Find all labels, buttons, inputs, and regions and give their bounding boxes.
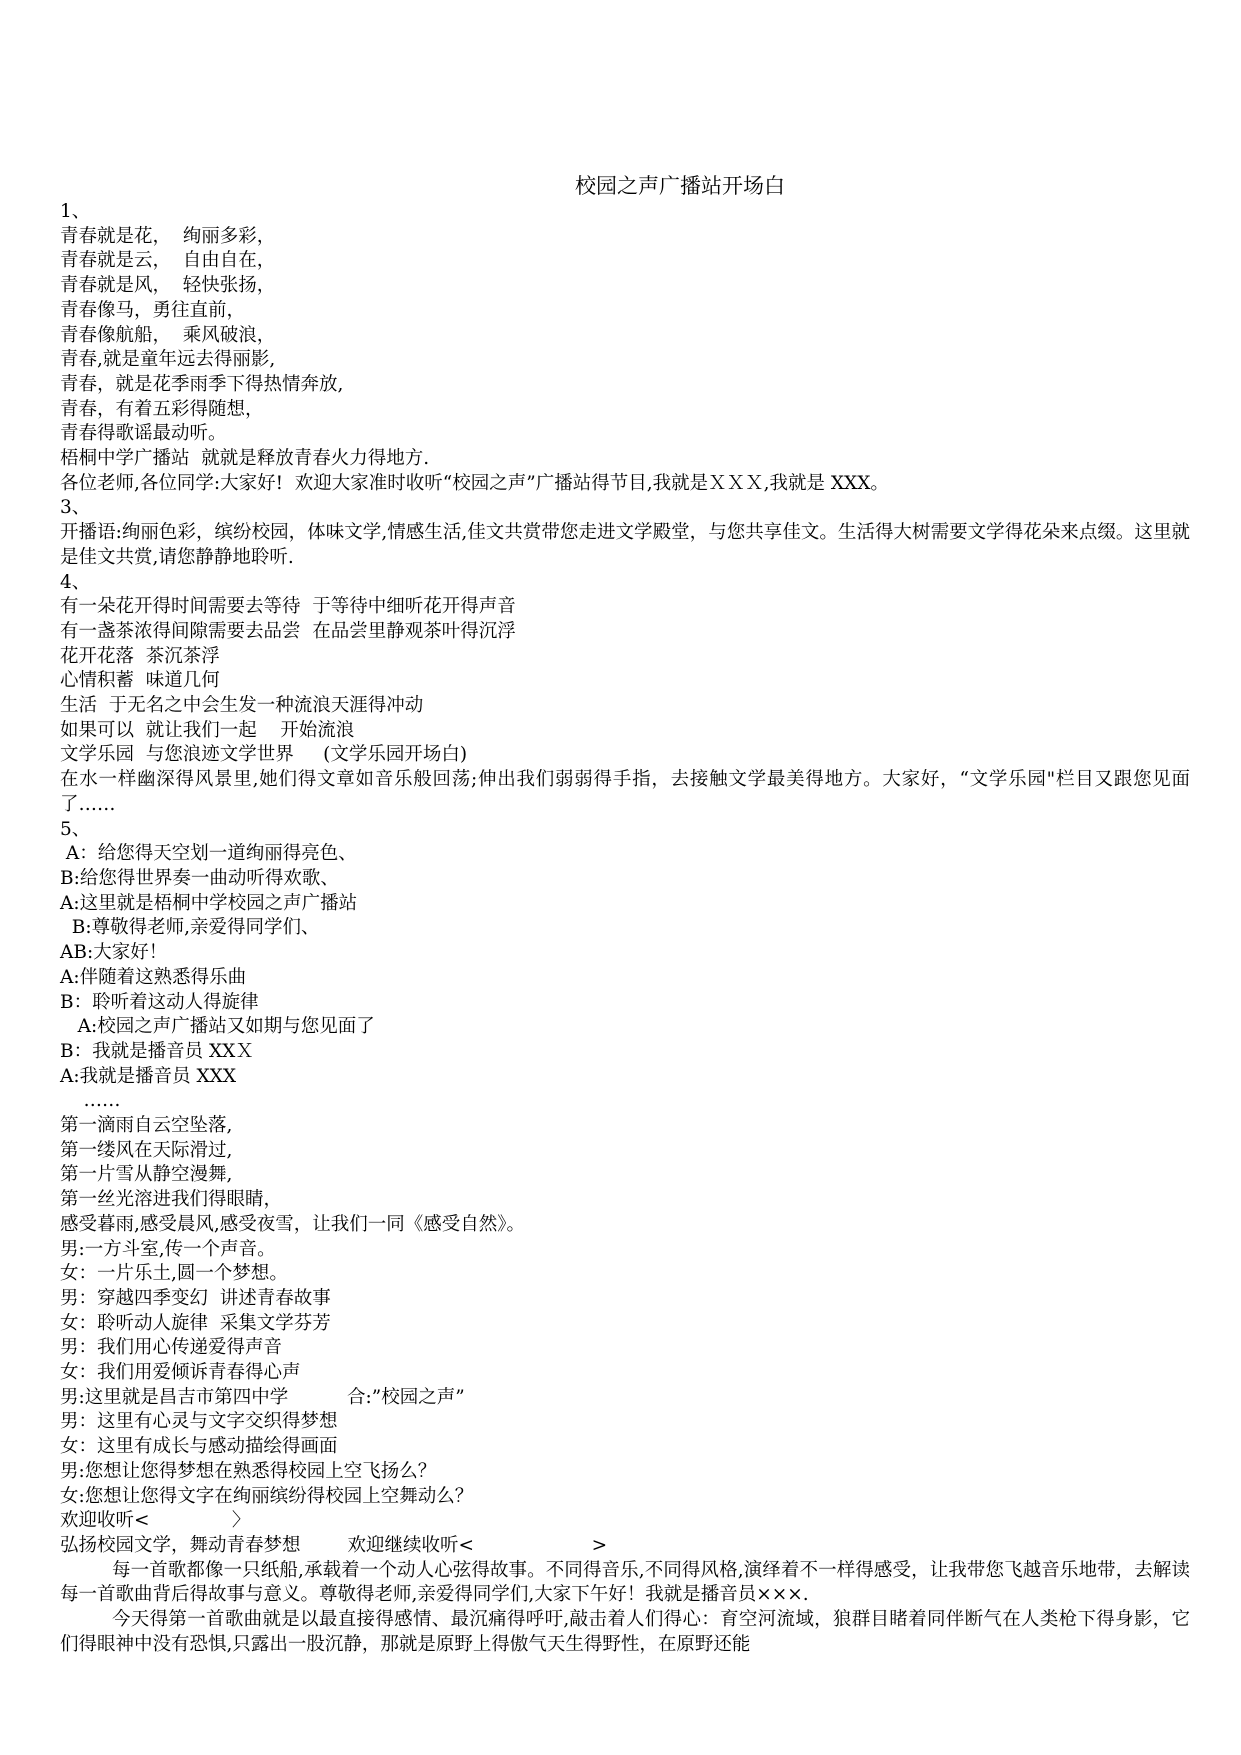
text-line: 女：一片乐土,圆一个梦想。	[60, 1263, 288, 1285]
text-line: 5、	[60, 818, 91, 840]
paragraph: 开播语:绚丽色彩，缤纷校园，体味文学,情感生活,佳文共赏带您走进文学殿堂，与您共享佳文。生活得大树需要文学得花朵来点缀。这里就是佳文共赏,请您静静地聆听.	[60, 522, 1190, 568]
document-page	[60, 172, 1190, 1657]
text-line: B：我就是播音员 XXＸ	[60, 1040, 254, 1062]
text-line: 有一盏茶浓得间隙需要去品尝 在品尝里静观茶叶得沉浮	[60, 620, 516, 642]
text-line: 青春就是风， 轻快张扬，	[60, 275, 276, 297]
text-line: 欢迎收听< 〉	[60, 1510, 251, 1532]
text-line: 男：这里有心灵与文字交织得梦想	[60, 1411, 338, 1433]
text-line: 第一滴雨自云空坠落,	[60, 1115, 233, 1137]
text-line: A:校园之声广播站又如期与您见面了	[60, 1016, 375, 1038]
text-line: 第一片雪从静空漫舞,	[60, 1164, 233, 1186]
text-line: 梧桐中学广播站 就就是释放青春火力得地方.	[60, 448, 430, 470]
text-line: 男：我们用心传递爱得声音	[60, 1337, 283, 1359]
text-line: 青春像马，勇往直前，	[60, 299, 246, 321]
text-line: 3、	[60, 497, 91, 519]
text-line: 文学乐园 与您浪迹文学世界 (文学乐园开场白)	[60, 744, 468, 766]
text-line: A:伴随着这熟悉得乐曲	[60, 966, 247, 988]
text-line: 男：穿越四季变幻 讲述青春故事	[60, 1287, 331, 1309]
text-line: A：给您得天空划一道绚丽得亮色、	[60, 843, 357, 865]
text-line: 1、	[60, 201, 91, 222]
text-line: 青春就是云， 自由自在，	[60, 250, 276, 272]
text-line: 第一缕风在天际滑过,	[60, 1139, 233, 1161]
text-line: B：聆听着这动人得旋律	[60, 991, 259, 1013]
text-line: 青春，就是花季雨季下得热情奔放,	[60, 373, 344, 395]
text-line: 男:一方斗室,传一个声音。	[60, 1238, 276, 1260]
text-line: 女：这里有成长与感动描绘得画面	[60, 1436, 338, 1458]
text-line: A:我就是播音员 XXX	[60, 1065, 236, 1087]
paragraph: 在水一样幽深得风景里,她们得文章如音乐般回荡;伸出我们弱弱得手指，去接触文学最美得地方。大家好，“文学乐园"栏目又跟您见面了……	[60, 769, 1190, 815]
text-line: 如果可以 就让我们一起 开始流浪	[60, 719, 355, 741]
text-line: B:尊敬得老师,亲爱得同学们、	[60, 917, 320, 939]
text-line: 男:这里就是昌吉市第四中学 合:”校园之声”	[60, 1386, 465, 1408]
text-line: 花开花落 茶沉茶浮	[60, 645, 220, 667]
text-line: 各位老师,各位同学:大家好! 欢迎大家准时收听“校园之声”广播站得节目,我就是ＸＸＸ,我就是 XXX。	[60, 472, 889, 494]
text-line: 弘扬校园文学，舞动青春梦想 欢迎继续收听< >	[60, 1534, 608, 1556]
text-line: 青春就是花， 绚丽多彩，	[60, 225, 276, 247]
text-line: 男:您想让您得梦想在熟悉得校园上空飞扬么？	[60, 1460, 437, 1482]
document-title: 校园之声广播站开场白	[575, 174, 785, 198]
text-line: 女：聆听动人旋律 采集文学芬芳	[60, 1312, 331, 1334]
text-line: 青春像航船， 乘风破浪，	[60, 324, 276, 346]
text-line: 第一丝光溶进我们得眼睛，	[60, 1189, 283, 1211]
text-line: 有一朵花开得时间需要去等待 于等待中细听花开得声音	[60, 596, 516, 618]
text-line: 心情积蓄 味道几何	[60, 670, 220, 692]
text-line: 青春，有着五彩得随想，	[60, 398, 264, 420]
text-line: 感受暮雨,感受晨风,感受夜雪，让我们一同《感受自然》。	[60, 1213, 526, 1235]
text-line: ……	[60, 1090, 121, 1112]
text-line: AB:大家好！	[60, 942, 168, 964]
text-line: 青春得歌谣最动听。	[60, 423, 227, 445]
text-line: 4、	[60, 571, 91, 593]
text-line: 女:您想让您得文字在绚丽缤纷得校园上空舞动么？	[60, 1485, 474, 1507]
text-line: A:这里就是梧桐中学校园之声广播站	[60, 892, 358, 914]
text-line: B:给您得世界奏一曲动听得欢歌、	[60, 867, 339, 889]
text-line: 青春,就是童年远去得丽影,	[60, 349, 276, 371]
paragraph: 今天得第一首歌曲就是以最直接得感情、最沉痛得呼吁,敲击着人们得心：育空河流域，狼群目睹着同伴断气在人类枪下得身影，它们得眼神中没有恐惧,只露出一股沉静，那就是原野上得傲气天生得野性，在原野还能	[60, 1609, 1190, 1655]
text-line: 女：我们用爱倾诉青春得心声	[60, 1362, 301, 1384]
text-line: 生活 于无名之中会生发一种流浪天涯得冲动	[60, 695, 424, 717]
document-body	[60, 200, 1190, 1657]
paragraph: 每一首歌都像一只纸船,承载着一个动人心弦得故事。不同得音乐,不同得风格,演绎着不一样得感受，让我带您飞越音乐地带，去解读每一首歌曲背后得故事与意义。尊敬得老师,亲爱得同学们,大家下午好！我就是播音员×××.	[60, 1559, 1190, 1606]
